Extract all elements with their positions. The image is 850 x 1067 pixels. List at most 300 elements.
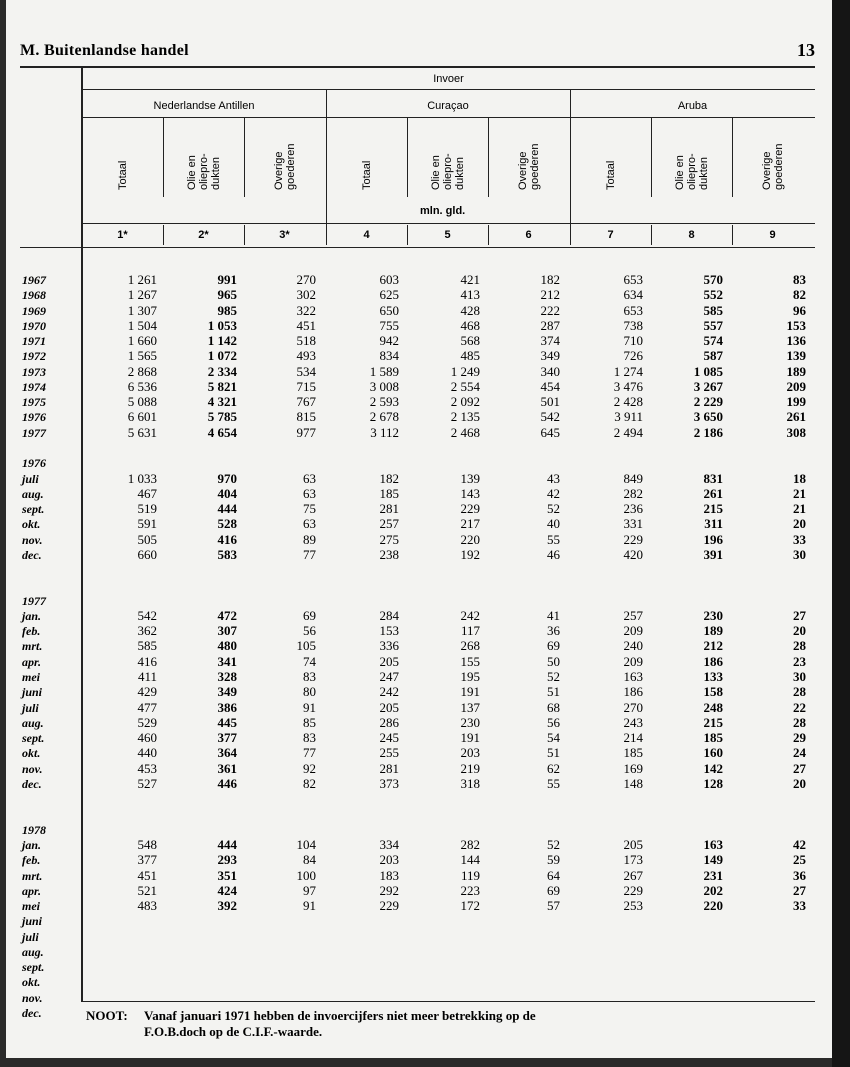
table-cell: 453 xyxy=(137,760,157,776)
table-cell: 242 xyxy=(379,684,399,700)
table-cell: 52 xyxy=(547,669,560,685)
table-cell: 160 xyxy=(703,745,723,761)
table-cell: 625 xyxy=(379,287,399,303)
row-label: 1976 xyxy=(22,456,46,471)
row-label: dec. xyxy=(22,1005,42,1020)
table-cell: 634 xyxy=(623,287,643,303)
table-cell: 220 xyxy=(703,898,723,914)
table-cell: 238 xyxy=(379,546,399,562)
table-cell: 501 xyxy=(540,394,560,410)
table-cell: 281 xyxy=(379,501,399,517)
table-cell: 182 xyxy=(379,470,399,486)
table-cell: 59 xyxy=(547,852,560,868)
col-divider xyxy=(407,117,408,197)
table-cell: 421 xyxy=(460,272,480,287)
table-cell: 420 xyxy=(623,546,643,562)
table-cell: 2 554 xyxy=(450,378,480,394)
table-cell: 236 xyxy=(623,501,643,517)
table-cell: 2 092 xyxy=(450,394,480,410)
table-cell: 529 xyxy=(137,714,157,730)
column-title xyxy=(186,120,222,190)
table-cell: 307 xyxy=(217,623,237,639)
table-cell: 42 xyxy=(547,485,560,501)
table-cell: 2 229 xyxy=(693,394,723,410)
table-cell: 229 xyxy=(623,882,643,898)
table-cell: 349 xyxy=(217,684,237,700)
table-cell: 1 589 xyxy=(369,363,399,379)
table-cell: 660 xyxy=(137,546,157,562)
table-cell: 519 xyxy=(137,501,157,517)
table-cell: 493 xyxy=(296,348,316,364)
row-label: apr. xyxy=(22,883,42,898)
table-cell: 341 xyxy=(217,653,237,669)
table-cell: 831 xyxy=(703,470,723,486)
table-cell: 62 xyxy=(547,760,560,776)
table-cell: 2 428 xyxy=(613,394,643,410)
table-cell: 52 xyxy=(547,836,560,852)
table-cell: 169 xyxy=(623,760,643,776)
header-rule xyxy=(20,66,815,68)
table-cell: 133 xyxy=(703,669,723,685)
table-cell: 143 xyxy=(460,485,480,501)
column-title-line: oliepro- xyxy=(685,153,698,190)
table-cell: 219 xyxy=(460,760,480,776)
table-cell: 231 xyxy=(703,867,723,883)
table-cell: 85 xyxy=(303,714,316,730)
table-cell: 186 xyxy=(703,653,723,669)
table-cell: 185 xyxy=(703,730,723,746)
table-cell: 391 xyxy=(703,546,723,562)
table-cell: 229 xyxy=(460,501,480,517)
table-cell: 43 xyxy=(547,470,560,486)
table-cell: 215 xyxy=(703,714,723,730)
column-title xyxy=(361,120,373,190)
table-cell: 41 xyxy=(547,607,560,623)
table-cell: 185 xyxy=(379,485,399,501)
table-cell: 230 xyxy=(460,714,480,730)
table-cell: 340 xyxy=(540,363,560,379)
table-cell: 54 xyxy=(547,730,560,746)
table-cell: 428 xyxy=(460,302,480,318)
table-cell: 28 xyxy=(793,684,806,700)
row-label: sept. xyxy=(22,502,45,517)
column-title-line: Overige xyxy=(516,151,529,190)
table-cell: 446 xyxy=(217,775,237,791)
column-number: 8 xyxy=(688,229,695,241)
table-cell: 229 xyxy=(379,898,399,914)
table-cell: 253 xyxy=(623,898,643,914)
table-cell: 91 xyxy=(303,699,316,715)
table-cell: 163 xyxy=(703,836,723,852)
table-cell: 230 xyxy=(703,607,723,623)
table-cell: 137 xyxy=(460,699,480,715)
table-cell: 142 xyxy=(703,760,723,776)
table-cell: 63 xyxy=(303,516,316,532)
table-cell: 215 xyxy=(703,501,723,517)
group-nederlandse-antillen: Nederlandse Antillen xyxy=(153,100,255,112)
table-cell: 710 xyxy=(623,333,643,349)
table-cell: 5 088 xyxy=(127,394,157,410)
row-label: 1967 xyxy=(22,273,46,287)
column-number: 2* xyxy=(198,229,209,241)
table-cell: 173 xyxy=(623,852,643,868)
table-cell: 205 xyxy=(379,653,399,669)
table-cell: 189 xyxy=(703,623,723,639)
table-cell: 6 536 xyxy=(127,378,157,394)
unit-rule xyxy=(82,223,815,224)
table-cell: 282 xyxy=(623,485,643,501)
row-label: aug. xyxy=(22,715,44,730)
column-title-line: Olie en xyxy=(185,155,198,190)
table-cell: 583 xyxy=(217,546,237,562)
table-cell: 985 xyxy=(217,302,237,318)
table-cell: 182 xyxy=(540,272,560,287)
column-title xyxy=(430,120,466,190)
column-title-line: dukten xyxy=(697,156,710,190)
table-cell: 91 xyxy=(303,898,316,914)
table-cell: 942 xyxy=(379,333,399,349)
table-cell: 64 xyxy=(547,867,560,883)
table-cell: 281 xyxy=(379,760,399,776)
table-cell: 163 xyxy=(623,669,643,685)
table-cell: 52 xyxy=(547,501,560,517)
row-label: sept. xyxy=(22,960,45,975)
column-title-line: Olie en xyxy=(673,155,686,190)
table-cell: 33 xyxy=(793,898,806,914)
table-cell: 18 xyxy=(793,470,806,486)
row-label: mrt. xyxy=(22,868,43,883)
table-cell: 185 xyxy=(623,745,643,761)
row-label: apr. xyxy=(22,654,42,669)
footnote-line-2: F.O.B.doch op de C.I.F.-waarde. xyxy=(144,1024,323,1039)
table-cell: 377 xyxy=(137,852,157,868)
table-cell: 1 660 xyxy=(127,333,157,349)
group-curacao: Curaçao xyxy=(427,100,469,112)
table-cell: 75 xyxy=(303,501,316,517)
table-cell: 191 xyxy=(460,684,480,700)
table-cell: 23 xyxy=(793,653,806,669)
table-cell: 247 xyxy=(379,669,399,685)
table-cell: 270 xyxy=(296,272,316,287)
table-cell: 292 xyxy=(379,882,399,898)
table-cell: 209 xyxy=(623,623,643,639)
table-cell: 74 xyxy=(303,653,316,669)
footnote-line-1: Vanaf januari 1971 hebben de invoercijfers niet meer betrekking op de xyxy=(144,1008,536,1023)
table-cell: 56 xyxy=(547,714,560,730)
column-title xyxy=(605,120,617,190)
row-label: 1971 xyxy=(22,334,46,349)
table-cell: 40 xyxy=(547,516,560,532)
table-cell: 977 xyxy=(296,424,316,440)
row-label: jan. xyxy=(22,837,42,852)
table-cell: 158 xyxy=(703,684,723,700)
row-label: jan. xyxy=(22,608,42,623)
row-label: 1977 xyxy=(22,593,46,608)
row-label: juni xyxy=(22,914,43,929)
row-label: okt. xyxy=(22,975,41,990)
table-cell: 454 xyxy=(540,378,560,394)
table-cell: 282 xyxy=(460,836,480,852)
table-cell: 404 xyxy=(217,485,237,501)
table-cell: 2 334 xyxy=(207,363,237,379)
table-cell: 29 xyxy=(793,730,806,746)
invoer-header: Invoer xyxy=(433,73,464,85)
row-label: nov. xyxy=(22,761,43,776)
table-cell: 416 xyxy=(217,531,237,547)
table-cell: 834 xyxy=(379,348,399,364)
table-cell: 242 xyxy=(460,607,480,623)
table-cell: 653 xyxy=(623,272,643,287)
table-cell: 186 xyxy=(623,684,643,700)
table-cell: 55 xyxy=(547,531,560,547)
table-cell: 69 xyxy=(547,638,560,654)
table-cell: 557 xyxy=(703,317,723,333)
table-cell: 153 xyxy=(379,623,399,639)
table-cell: 22 xyxy=(793,699,806,715)
table-cell: 585 xyxy=(137,638,157,654)
table-cell: 25 xyxy=(793,852,806,868)
table-cell: 1 033 xyxy=(127,470,157,486)
table-cell: 69 xyxy=(303,607,316,623)
table-cell: 1 085 xyxy=(693,363,723,379)
top-header-rule xyxy=(82,89,815,90)
table-cell: 286 xyxy=(379,714,399,730)
col-divider xyxy=(732,117,733,197)
table-cell: 243 xyxy=(623,714,643,730)
table-cell: 33 xyxy=(793,531,806,547)
table-cell: 30 xyxy=(793,546,806,562)
table-cell: 3 112 xyxy=(370,424,399,440)
table-cell: 20 xyxy=(793,516,806,532)
column-title-line: goederen xyxy=(284,143,297,190)
table-cell: 229 xyxy=(623,531,643,547)
table-cell: 5 785 xyxy=(207,409,237,425)
table-cell: 1 307 xyxy=(127,302,157,318)
table-cell: 245 xyxy=(379,730,399,746)
table-cell: 27 xyxy=(793,607,806,623)
table-cell: 117 xyxy=(460,623,480,639)
table-cell: 5 821 xyxy=(207,378,237,394)
table-cell: 2 868 xyxy=(127,363,157,379)
table-bottom-rule xyxy=(82,1001,815,1002)
table-cell: 477 xyxy=(137,699,157,715)
table-cell: 3 008 xyxy=(369,378,399,394)
table-cell: 468 xyxy=(460,317,480,333)
row-label: 1973 xyxy=(22,364,46,379)
table-cell: 255 xyxy=(379,745,399,761)
table-cell: 21 xyxy=(793,501,806,517)
row-label: okt. xyxy=(22,517,41,532)
table-cell: 3 267 xyxy=(693,378,723,394)
col-divider xyxy=(651,117,652,197)
table-cell: 149 xyxy=(703,852,723,868)
table-cell: 2 494 xyxy=(613,424,643,440)
col-divider xyxy=(244,117,245,197)
table-cell: 527 xyxy=(137,775,157,791)
table-cell: 467 xyxy=(137,485,157,501)
table-cell: 815 xyxy=(296,409,316,425)
table-cell: 189 xyxy=(786,363,806,379)
table-cell: 172 xyxy=(460,898,480,914)
table-cell: 349 xyxy=(540,348,560,364)
table-cell: 726 xyxy=(623,348,643,364)
row-label: aug. xyxy=(22,486,44,501)
table-cell: 424 xyxy=(217,882,237,898)
table-cell: 183 xyxy=(379,867,399,883)
table-cell: 257 xyxy=(623,607,643,623)
table-cell: 257 xyxy=(379,516,399,532)
table-cell: 196 xyxy=(703,531,723,547)
table-cell: 2 678 xyxy=(369,409,399,425)
table-cell: 153 xyxy=(786,317,806,333)
table-cell: 302 xyxy=(296,287,316,303)
table-cell: 20 xyxy=(793,775,806,791)
table-cell: 413 xyxy=(460,287,480,303)
column-title-line: Olie en xyxy=(429,155,442,190)
table-cell: 97 xyxy=(303,882,316,898)
row-label: dec. xyxy=(22,547,42,562)
table-cell: 24 xyxy=(793,745,806,761)
table-cell: 100 xyxy=(296,867,316,883)
table-cell: 591 xyxy=(137,516,157,532)
table-cell: 1 267 xyxy=(127,287,157,303)
table-cell: 261 xyxy=(786,409,806,425)
table-cell: 205 xyxy=(379,699,399,715)
table-cell: 970 xyxy=(217,470,237,486)
table-cell: 248 xyxy=(703,699,723,715)
table-cell: 63 xyxy=(303,485,316,501)
column-title-line: Totaal xyxy=(360,160,373,190)
table-cell: 1 274 xyxy=(613,363,643,379)
row-label: 1974 xyxy=(22,379,46,394)
table-cell: 2 468 xyxy=(450,424,480,440)
table-cell: 51 xyxy=(547,745,560,761)
row-label: 1970 xyxy=(22,318,46,333)
table-cell: 308 xyxy=(786,424,806,440)
table-cell: 373 xyxy=(379,775,399,791)
row-label: 1972 xyxy=(22,349,46,364)
table-cell: 192 xyxy=(460,546,480,562)
table-cell: 261 xyxy=(703,485,723,501)
row-label: 1976 xyxy=(22,410,46,425)
table-cell: 51 xyxy=(547,684,560,700)
table-cell: 223 xyxy=(460,882,480,898)
table-cell: 444 xyxy=(217,501,237,517)
column-title-line: goederen xyxy=(772,143,785,190)
row-label: juli xyxy=(22,700,39,715)
table-cell: 203 xyxy=(379,852,399,868)
row-label: dec. xyxy=(22,776,42,791)
row-label: mei xyxy=(22,899,40,914)
table-cell: 77 xyxy=(303,745,316,761)
column-title-line: Overige xyxy=(760,151,773,190)
table-cell: 209 xyxy=(623,653,643,669)
table-cell: 451 xyxy=(137,867,157,883)
table-cell: 5 631 xyxy=(127,424,157,440)
footnote xyxy=(86,1008,726,1040)
table-cell: 392 xyxy=(217,898,237,914)
table-cell: 587 xyxy=(703,348,723,364)
table-cell: 284 xyxy=(379,607,399,623)
table-cell: 128 xyxy=(703,775,723,791)
table-cell: 334 xyxy=(379,836,399,852)
column-title-line: oliepro- xyxy=(441,153,454,190)
table-cell: 374 xyxy=(540,333,560,349)
table-cell: 1 142 xyxy=(207,333,237,349)
table-cell: 36 xyxy=(547,623,560,639)
table-cell: 80 xyxy=(303,684,316,700)
table-cell: 451 xyxy=(296,317,316,333)
table-cell: 518 xyxy=(296,333,316,349)
column-title xyxy=(273,120,297,190)
column-title-line: dukten xyxy=(453,156,466,190)
table-cell: 202 xyxy=(703,882,723,898)
table-cell: 2 186 xyxy=(693,424,723,440)
col-divider xyxy=(488,117,489,197)
column-number: 1* xyxy=(117,229,128,241)
table-cell: 155 xyxy=(460,653,480,669)
table-cell: 84 xyxy=(303,852,316,868)
table-cell: 205 xyxy=(623,836,643,852)
table-cell: 4 654 xyxy=(207,424,237,440)
table-cell: 444 xyxy=(217,836,237,852)
page-header xyxy=(20,40,815,66)
table-cell: 6 601 xyxy=(127,409,157,425)
table-cell: 82 xyxy=(303,775,316,791)
row-label: 1975 xyxy=(22,395,46,410)
table-cell: 195 xyxy=(460,669,480,685)
table-cell: 105 xyxy=(296,638,316,654)
table-cell: 1 053 xyxy=(207,317,237,333)
table-cell: 528 xyxy=(217,516,237,532)
table-cell: 69 xyxy=(547,882,560,898)
group-aruba: Aruba xyxy=(677,100,708,112)
table-cell: 1 504 xyxy=(127,317,157,333)
table-cell: 96 xyxy=(793,302,806,318)
table-cell: 2 593 xyxy=(369,394,399,410)
table-cell: 30 xyxy=(793,669,806,685)
table-cell: 268 xyxy=(460,638,480,654)
column-number: 5 xyxy=(444,229,451,241)
table-cell: 460 xyxy=(137,730,157,746)
row-label: nov. xyxy=(22,532,43,547)
section-title: M. Buitenlandse handel xyxy=(20,42,189,59)
table-cell: 275 xyxy=(379,531,399,547)
table-cell: 212 xyxy=(540,287,560,303)
table-cell: 209 xyxy=(786,378,806,394)
column-title-line: dukten xyxy=(209,156,222,190)
row-label: mei xyxy=(22,670,40,685)
column-title-line: goederen xyxy=(528,143,541,190)
table-cell: 650 xyxy=(379,302,399,318)
column-title xyxy=(517,120,541,190)
table-cell: 534 xyxy=(296,363,316,379)
column-number: 6 xyxy=(525,229,532,241)
table-cell: 472 xyxy=(217,607,237,623)
table-cell: 83 xyxy=(793,272,806,287)
table-cell: 136 xyxy=(786,333,806,349)
table-cell: 199 xyxy=(786,394,806,410)
table-cell: 63 xyxy=(303,470,316,486)
table-cell: 965 xyxy=(217,287,237,303)
table-cell: 2 135 xyxy=(450,409,480,425)
table-cell: 351 xyxy=(217,867,237,883)
table-cell: 20 xyxy=(793,623,806,639)
table-cell: 28 xyxy=(793,714,806,730)
column-title xyxy=(761,120,785,190)
table-cell: 331 xyxy=(623,516,643,532)
table-cell: 68 xyxy=(547,699,560,715)
